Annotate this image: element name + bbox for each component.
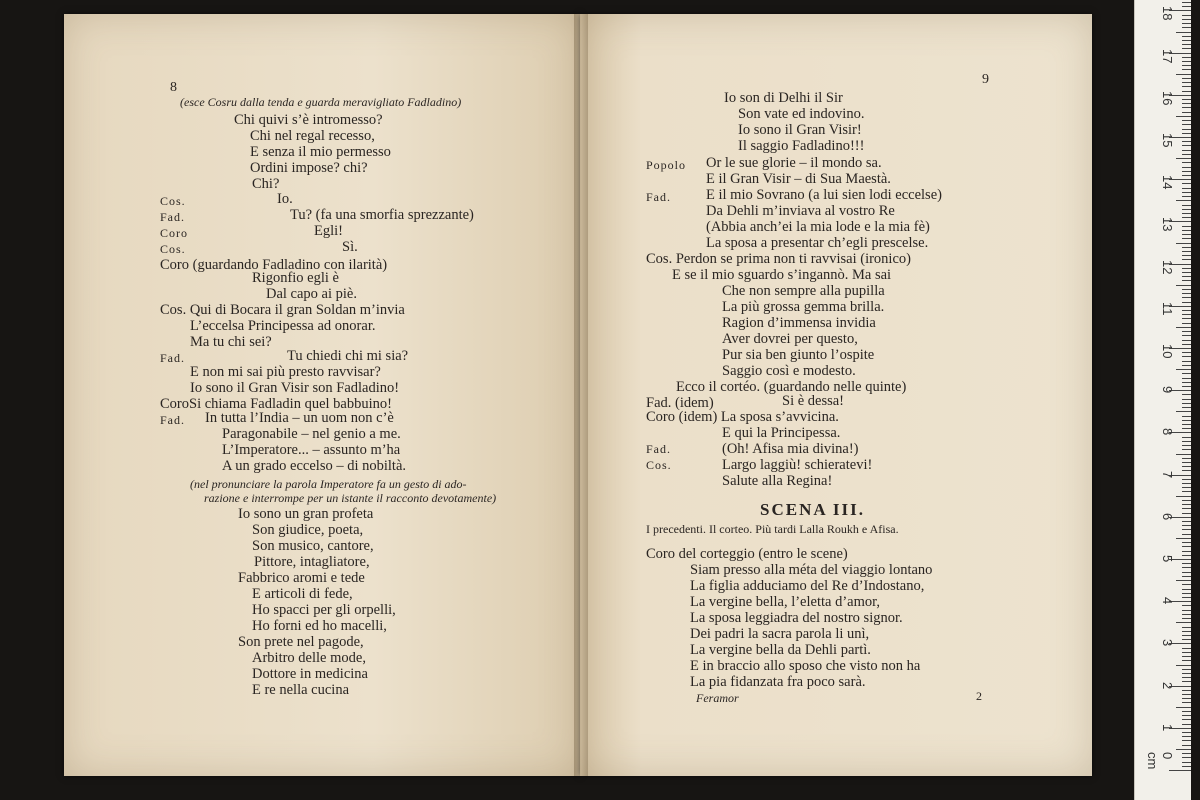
- right-line: Fad.: [646, 190, 671, 204]
- left-line: Fad.: [160, 351, 185, 365]
- ruler-tick: [1182, 555, 1191, 556]
- ruler-tick: [1182, 340, 1191, 341]
- ruler-tick: [1182, 251, 1191, 252]
- ruler-tick: [1182, 386, 1191, 387]
- ruler-tick: [1182, 226, 1191, 227]
- left-line: E re nella cucina: [252, 682, 350, 698]
- ruler-tick: [1182, 361, 1191, 362]
- ruler-tick: [1182, 167, 1191, 168]
- ruler-tick: [1182, 745, 1191, 746]
- left-line: Arbitro delle mode,: [252, 650, 366, 666]
- ruler-tick: [1182, 525, 1191, 526]
- right-line: Io sono il Gran Visir!: [738, 122, 862, 138]
- ruler-tick: [1182, 420, 1191, 421]
- ruler-tick: [1182, 107, 1191, 108]
- ruler-number: 3: [1160, 639, 1175, 647]
- left-line: (nel pronunciare la parola Imperatore fa un gesto di ado-: [190, 477, 467, 491]
- ruler-tick: [1176, 749, 1191, 750]
- ruler-tick: [1182, 394, 1191, 395]
- left-line: Tu? (fa una smorfia sprezzante): [290, 207, 474, 223]
- right-line: E il Gran Visir – di Sua Maestà.: [706, 171, 891, 187]
- right-line: Pur sia ben giunto l’ospite: [722, 347, 875, 363]
- ruler-tick: [1176, 411, 1191, 412]
- left-line: In tutta l’India – un uom non c’è: [205, 410, 394, 426]
- ruler-tick: [1182, 230, 1191, 231]
- ruler-number: 9: [1160, 386, 1175, 394]
- ruler-tick: [1182, 65, 1191, 66]
- ruler-tick: [1182, 27, 1191, 28]
- ruler-tick: [1182, 513, 1191, 514]
- left-line: Fad.: [160, 413, 185, 427]
- right-line: La figlia adduciamo del Re d’Indostano,: [690, 578, 925, 594]
- ruler-tick: [1182, 255, 1191, 256]
- ruler-tick: [1176, 538, 1191, 539]
- ruler-tick: [1182, 331, 1191, 332]
- ruler-tick: [1176, 707, 1191, 708]
- ruler-number: 7: [1160, 470, 1175, 478]
- ruler-tick: [1182, 618, 1191, 619]
- left-line: Son musico, cantore,: [252, 538, 374, 554]
- ruler-tick: [1182, 234, 1191, 235]
- ruler-tick: [1182, 335, 1191, 336]
- right-line: La sposa leggiadra del nostro signor.: [690, 610, 903, 626]
- ruler-number: 18: [1160, 6, 1175, 21]
- ruler-tick: [1182, 280, 1191, 281]
- ruler-tick: [1182, 238, 1191, 239]
- ruler-tick: [1182, 635, 1191, 636]
- ruler-tick: [1182, 48, 1191, 49]
- ruler-tick: [1182, 19, 1191, 20]
- left-line: Son prete nel pagode,: [238, 634, 364, 650]
- right-line: Si è dessa!: [782, 393, 845, 409]
- ruler-tick: [1182, 86, 1191, 87]
- ruler-tick: [1182, 23, 1191, 24]
- ruler-tick: [1182, 521, 1191, 522]
- ruler-tick: [1182, 268, 1191, 269]
- right-line: Cos. Perdon se prima non ti ravvisai (ironico): [646, 251, 911, 267]
- ruler-tick: [1182, 458, 1191, 459]
- ruler-tick: [1182, 99, 1191, 100]
- ruler-tick: [1182, 470, 1191, 471]
- ruler-number: 8: [1160, 428, 1175, 436]
- right-line: Coro (idem) La sposa s’avvicina.: [646, 409, 839, 425]
- right-line: I precedenti. Il corteo. Più tardi Lalla Roukh e Afisa.: [646, 522, 899, 536]
- ruler-tick: [1182, 576, 1191, 577]
- ruler-number: 12: [1160, 259, 1175, 275]
- ruler-tick: [1182, 589, 1191, 590]
- ruler-tick: [1182, 648, 1191, 649]
- ruler-tick: [1182, 715, 1191, 716]
- ruler-tick: [1182, 91, 1191, 92]
- ruler-tick: [1182, 660, 1191, 661]
- ruler-tick: [1182, 82, 1191, 83]
- ruler-tick: [1182, 437, 1191, 438]
- ruler-tick: [1182, 627, 1191, 628]
- ruler-tick: [1182, 15, 1191, 16]
- ruler-number: 10: [1160, 344, 1175, 359]
- left-line: Io.: [277, 191, 293, 207]
- ruler-number: 17: [1160, 48, 1175, 64]
- right-line: Largo laggiù! schieratevi!: [722, 457, 873, 473]
- left-line: Io sono il Gran Visir son Fadladino!: [190, 380, 400, 396]
- ruler-tick: [1182, 205, 1191, 206]
- ruler-tick: [1182, 529, 1191, 530]
- ruler-tick: [1182, 44, 1191, 45]
- ruler-tick: [1182, 762, 1191, 763]
- right-line: La sposa a presentar ch’egli prescelse.: [706, 235, 929, 251]
- ruler-tick: [1182, 610, 1191, 611]
- right-line: Coro del corteggio (entro le scene): [646, 546, 848, 562]
- ruler-tick: [1176, 285, 1191, 286]
- left-line: Ho forni ed ho macelli,: [252, 618, 387, 634]
- page-number-left: 8: [170, 80, 177, 95]
- ruler-tick: [1182, 428, 1191, 429]
- ruler-number: 13: [1160, 217, 1175, 232]
- left-line: Pittore, intagliatore,: [254, 554, 370, 570]
- page-number-right: 9: [982, 72, 989, 87]
- ruler-tick: [1182, 36, 1191, 37]
- left-line: Rigonfio egli è: [252, 270, 339, 286]
- ruler-tick: [1182, 302, 1191, 303]
- ruler-tick: [1182, 698, 1191, 699]
- left-line: Fabbrico aromi e tede: [238, 570, 365, 586]
- ruler-tick: [1182, 445, 1191, 446]
- ruler-tick: [1182, 551, 1191, 552]
- ruler-tick: [1182, 69, 1191, 70]
- ruler-tick: [1176, 580, 1191, 581]
- right-line: Siam presso alla méta del viaggio lontano: [690, 562, 933, 578]
- left-line: Tu chiedi chi mi sia?: [287, 348, 409, 364]
- right-line: Son vate ed indovino.: [738, 106, 865, 122]
- ruler-tick: [1182, 736, 1191, 737]
- ruler-tick: [1182, 192, 1191, 193]
- ruler-tick: [1182, 504, 1191, 505]
- ruler-tick: [1182, 213, 1191, 214]
- ruler-tick: [1182, 766, 1191, 767]
- left-line: Io sono un gran profeta: [238, 506, 374, 522]
- ruler-tick: [1182, 356, 1191, 357]
- left-line: Cos. Qui di Bocara il gran Soldan m’invia: [160, 302, 405, 318]
- ruler-tick: [1182, 584, 1191, 585]
- right-line: Fad. (idem): [646, 395, 714, 411]
- left-line: Son giudice, poeta,: [252, 522, 364, 538]
- ruler-tick: [1182, 124, 1191, 125]
- right-line: Feramor: [696, 691, 739, 705]
- ruler-tick: [1182, 318, 1191, 319]
- ruler-tick: [1182, 673, 1191, 674]
- ruler-tick: [1182, 572, 1191, 573]
- ruler-number: 11: [1160, 301, 1175, 316]
- left-line: Ordini impose? chi?: [250, 160, 368, 176]
- right-line: Or le sue glorie – il mondo sa.: [706, 155, 882, 171]
- left-line: Coro: [160, 226, 188, 240]
- ruler-tick: [1182, 403, 1191, 404]
- right-line: La pia fidanzata fra poco sarà.: [690, 674, 866, 690]
- ruler-tick: [1176, 74, 1191, 75]
- ruler-tick: [1182, 753, 1191, 754]
- left-line: Ma tu chi sei?: [190, 334, 272, 350]
- ruler-tick: [1182, 129, 1191, 130]
- right-line: E se il mio sguardo s’ingannò. Ma sai: [672, 267, 892, 283]
- right-line: Il saggio Fadladino!!!: [738, 138, 865, 154]
- ruler-tick: [1182, 323, 1191, 324]
- left-line: razione e interrompe per un istante il racconto devotamente): [204, 491, 497, 505]
- ruler-tick: [1182, 2, 1191, 3]
- ruler-tick: [1182, 196, 1191, 197]
- ruler-tick: [1182, 378, 1191, 379]
- ruler-tick: [1182, 597, 1191, 598]
- left-line: Sì.: [342, 239, 358, 255]
- ruler-tick: [1182, 399, 1191, 400]
- ruler-number: 14: [1160, 175, 1175, 190]
- ruler-tick: [1182, 711, 1191, 712]
- ruler-tick: [1182, 407, 1191, 408]
- ruler-number: 15: [1160, 133, 1175, 148]
- ruler-tick: [1182, 669, 1191, 670]
- ruler-tick: [1176, 665, 1191, 666]
- ruler-tick: [1182, 112, 1191, 113]
- ruler-tick: [1182, 466, 1191, 467]
- ruler-tick: [1182, 740, 1191, 741]
- ruler-tick: [1182, 120, 1191, 121]
- ruler-tick: [1182, 441, 1191, 442]
- ruler-tick: [1182, 150, 1191, 151]
- left-line: Dal capo ai piè.: [266, 286, 357, 302]
- ruler-unit-label: 0 cm: [1145, 752, 1175, 770]
- ruler-tick: [1182, 314, 1191, 315]
- left-line: CoroSi chiama Fadladin quel babbuino!: [160, 396, 392, 412]
- left-line: E senza il mio permesso: [250, 144, 391, 160]
- ruler-tick: [1182, 534, 1191, 535]
- ruler-tick: [1182, 500, 1191, 501]
- ruler-tick: [1182, 141, 1191, 142]
- ruler-tick: [1182, 639, 1191, 640]
- ruler-tick: [1182, 416, 1191, 417]
- right-line: Cos.: [646, 458, 672, 472]
- ruler-tick: [1182, 487, 1191, 488]
- ruler-tick: [1182, 145, 1191, 146]
- ruler-tick: [1182, 61, 1191, 62]
- right-line: E in braccio allo sposo che visto non ha: [690, 658, 921, 674]
- right-line: Ecco il cortéo. (guardando nelle quinte): [676, 379, 907, 395]
- ruler-tick: [1182, 491, 1191, 492]
- ruler-number: 2: [1160, 681, 1175, 689]
- left-line: Dottore in medicina: [252, 666, 368, 682]
- measuring-ruler: [1134, 0, 1191, 800]
- book-gutter: [574, 14, 588, 776]
- ruler-tick: [1182, 6, 1191, 7]
- right-line: E qui la Principessa.: [722, 425, 841, 441]
- ruler-tick: [1182, 677, 1191, 678]
- ruler-tick: [1182, 183, 1191, 184]
- ruler-tick: [1182, 310, 1191, 311]
- right-line: Aver dovrei per questo,: [722, 331, 858, 347]
- ruler-tick: [1182, 289, 1191, 290]
- ruler-tick: [1176, 496, 1191, 497]
- ruler-tick: [1182, 293, 1191, 294]
- ruler-tick: [1182, 483, 1191, 484]
- left-line: Ho spacci per gli orpelli,: [252, 602, 396, 618]
- ruler-tick: [1182, 757, 1191, 758]
- right-line: 2: [976, 689, 982, 703]
- ruler-tick: [1182, 563, 1191, 564]
- right-line: Popolo: [646, 158, 687, 172]
- ruler-tick: [1182, 365, 1191, 366]
- ruler-tick: [1176, 158, 1191, 159]
- ruler-tick: [1182, 171, 1191, 172]
- left-line: Chi?: [252, 176, 280, 192]
- ruler-tick: [1169, 770, 1191, 771]
- ruler-tick: [1182, 614, 1191, 615]
- ruler-tick: [1182, 276, 1191, 277]
- ruler-tick: [1182, 57, 1191, 58]
- right-line: Salute alla Regina!: [722, 473, 833, 489]
- ruler-tick: [1182, 209, 1191, 210]
- ruler-tick: [1182, 462, 1191, 463]
- ruler-tick: [1182, 373, 1191, 374]
- right-line: La vergine bella, l’eletta d’amor,: [690, 594, 880, 610]
- right-line: Ragion d’immensa invidia: [722, 315, 876, 331]
- ruler-tick: [1182, 605, 1191, 606]
- right-line: Che non sempre alla pupilla: [722, 283, 885, 299]
- right-line: Fad.: [646, 442, 671, 456]
- ruler-number: 16: [1160, 90, 1175, 106]
- ruler-number: 6: [1160, 512, 1175, 521]
- ruler-tick: [1182, 631, 1191, 632]
- ruler-tick: [1182, 546, 1191, 547]
- ruler-tick: [1182, 652, 1191, 653]
- ruler-tick: [1182, 656, 1191, 657]
- ruler-tick: [1182, 175, 1191, 176]
- right-line: (Oh! Afisa mia divina!): [722, 441, 859, 457]
- ruler-tick: [1182, 352, 1191, 353]
- ruler-tick: [1182, 217, 1191, 218]
- right-line: La più grossa gemma brilla.: [722, 299, 885, 315]
- left-line: L’eccelsa Principessa ad onorar.: [190, 318, 376, 334]
- right-line: E il mio Sovrano (a lui sien lodi eccelse): [706, 187, 942, 203]
- right-line: Io son di Delhi il Sir: [724, 90, 843, 106]
- ruler-tick: [1182, 449, 1191, 450]
- ruler-tick: [1182, 247, 1191, 248]
- ruler-tick: [1182, 40, 1191, 41]
- ruler-number: 4: [1160, 597, 1175, 605]
- left-line: Coro (guardando Fadladino con ilarità): [160, 257, 388, 273]
- ruler-tick: [1176, 200, 1191, 201]
- ruler-number: 1: [1160, 723, 1175, 732]
- scene-title: SCENA III.: [760, 500, 866, 519]
- right-line: Da Dehli m’inviava al vostro Re: [706, 203, 895, 219]
- left-line: E articoli di fede,: [252, 586, 353, 602]
- left-line: Cos.: [160, 194, 186, 208]
- left-line: (esce Cosru dalla tenda e guarda meravigliato Fadladino): [180, 95, 462, 109]
- ruler-tick: [1182, 272, 1191, 273]
- left-line: Paragonabile – nel genio a me.: [222, 426, 401, 442]
- ruler-tick: [1182, 78, 1191, 79]
- ruler-tick: [1182, 382, 1191, 383]
- ruler-tick: [1176, 243, 1191, 244]
- ruler-tick: [1182, 188, 1191, 189]
- left-line: A un grado eccelso – di nobiltà.: [222, 458, 407, 474]
- ruler-tick: [1182, 724, 1191, 725]
- ruler-tick: [1182, 732, 1191, 733]
- right-line: Saggio così e modesto.: [722, 363, 856, 379]
- right-line: (Abbia anch’ei la mia lode e la mia fè): [706, 219, 930, 235]
- ruler-tick: [1182, 479, 1191, 480]
- ruler-tick: [1182, 344, 1191, 345]
- ruler-tick: [1182, 694, 1191, 695]
- ruler-tick: [1182, 103, 1191, 104]
- ruler-tick: [1182, 681, 1191, 682]
- ruler-tick: [1182, 259, 1191, 260]
- ruler-tick: [1182, 424, 1191, 425]
- right-line: Dei padri la sacra parola li unì,: [690, 626, 870, 642]
- ruler-tick: [1182, 133, 1191, 134]
- left-line: L’Imperatore... – assunto m’ha: [222, 442, 401, 458]
- ruler-tick: [1182, 542, 1191, 543]
- left-line: Chi quivi s’è intromesso?: [234, 112, 383, 128]
- ruler-tick: [1182, 154, 1191, 155]
- ruler-tick: [1176, 622, 1191, 623]
- ruler-tick: [1176, 32, 1191, 33]
- right-line: La vergine bella da Dehli partì.: [690, 642, 871, 658]
- ruler-tick: [1182, 719, 1191, 720]
- ruler-tick: [1176, 369, 1191, 370]
- left-line: Cos.: [160, 242, 186, 256]
- ruler-tick: [1182, 567, 1191, 568]
- ruler-tick: [1182, 162, 1191, 163]
- ruler-tick: [1182, 702, 1191, 703]
- left-line: Egli!: [314, 223, 343, 239]
- ruler-number: 5: [1160, 555, 1175, 563]
- left-line: E non mi sai più presto ravvisar?: [190, 364, 381, 380]
- ruler-tick: [1176, 116, 1191, 117]
- ruler-tick: [1182, 593, 1191, 594]
- left-line: Fad.: [160, 210, 185, 224]
- ruler-tick: [1182, 297, 1191, 298]
- ruler-tick: [1176, 454, 1191, 455]
- ruler-tick: [1182, 690, 1191, 691]
- left-line: Chi nel regal recesso,: [250, 128, 375, 144]
- ruler-tick: [1176, 327, 1191, 328]
- ruler-tick: [1182, 508, 1191, 509]
